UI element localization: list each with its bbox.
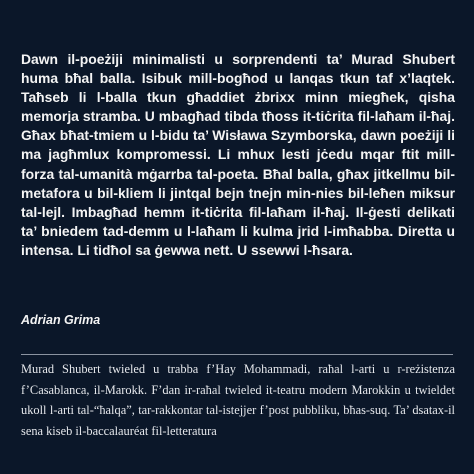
blurb-text: Dawn il-poeżiji minimalisti u sorprendenti ta’ Murad Shubert huma bħal balla. Isibuk mill-bogħod u lanqas tkun taf x’laqtek. Taħseb li l-balla tkun għaddiet żbrixx minn miegħek, qisha memorja stramba. U mbagħad tibda tħoss it-tiċrita fil-laħam il-ħaj. Għax bħat-tmiem u l-bidu ta’ Wisława Szymborska, dawn poeżiji li ma jagħmlux kompromessi. Li mhux lesti jċedu mqar ftit mill-forza tal-umanità mġarrba tal-poeta. Bħal balla, għax jitkellmu bil-metafora u bil-kliem li jintqal bejn tnejn min-nies bil-leħen miksur tal-lejl. Imbagħad hemm it-tiċrita fil-laħam il-ħaj. Il-ġesti delikati ta’ bniedem tad-demm u l-laħam li kulma jrid l-imħabba. Diretta u intensa. Li tidħol sa ġewwa nett. U ssewwi l-ħsara. — [21, 51, 455, 258]
divider-line — [21, 354, 453, 355]
author-bio-text: Murad Shubert twieled u trabba f’Hay Mohammadi, raħal l-arti u r-reżistenza f’Casablanca, il-Marokk. F’dan ir-raħal twieled it-teatru modern Marokkin u twieldet ukoll l-arti tal-“ħalqa”, tar-rakkontar tal-istejjer f’post pubbliku, bħas-suq. Ta’ dsatax-il sena kiseb il-baccalauréat fil-letteratura — [21, 362, 455, 438]
blurb-author: Adrian Grima — [21, 313, 101, 327]
